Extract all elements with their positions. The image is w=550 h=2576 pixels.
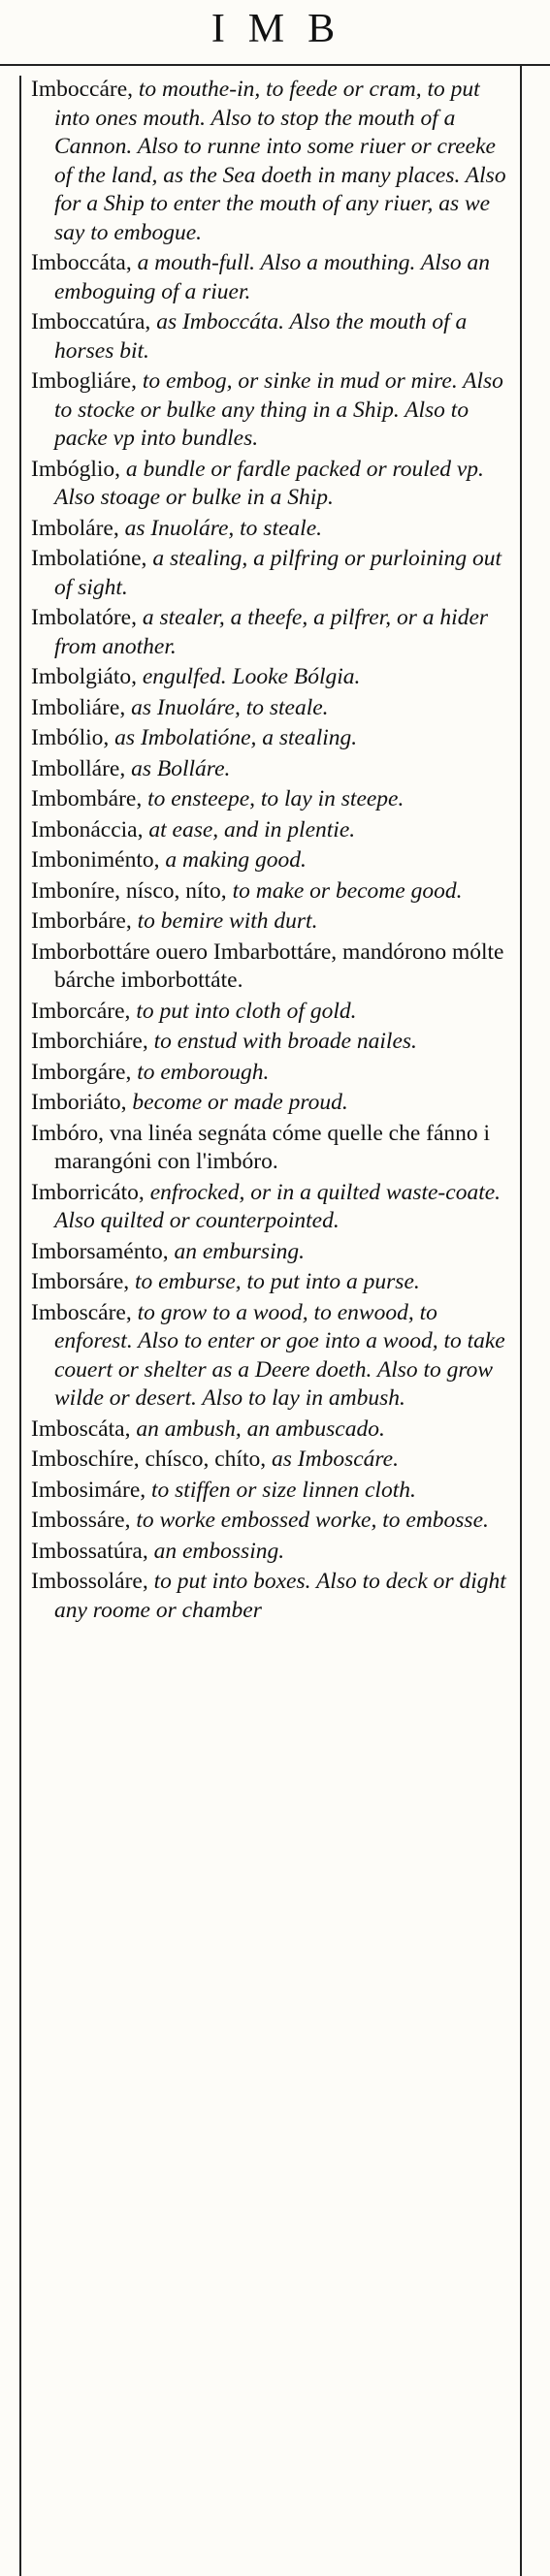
dictionary-entry <box>31 877 516 906</box>
dictionary-entry <box>31 1238 516 1267</box>
entry-definition: to mouthe-in, to feede or cram, to put into ones mouth. Also to stop the mouth of a Cannon. Also to runne into some riuer or creeke of the land, as the Sea doeth in many places. Also for a Ship to enter the mouth of any riuer, as we say to embogue. <box>54 77 506 245</box>
entry-headword: Imboscáre, <box>31 1299 132 1325</box>
entry-definition: become or made proud. <box>126 1090 348 1115</box>
entry-definition: as Imboscáre. <box>266 1447 399 1472</box>
entry-definition: an ambush, an ambuscado. <box>130 1415 385 1442</box>
entry-definition: as Imboccáta. Also the mouth of a horses bit. <box>54 309 468 364</box>
dictionary-entry <box>31 1089 516 1118</box>
page-header: IMB <box>210 7 359 51</box>
entry-definition: to put into boxes. Also to deck or dight any roome or chamber <box>54 1569 506 1623</box>
dictionary-entry <box>31 1446 516 1475</box>
entry-headword: Imboliáre, <box>31 694 126 720</box>
entry-definition: at ease, and in plentie. <box>143 816 356 843</box>
entry-headword: Imbossáre, <box>31 1508 131 1533</box>
entry-headword: Imbossatúra, <box>31 1538 148 1564</box>
dictionary-entry <box>31 308 516 366</box>
entry-headword: Imboschíre, chísco, chíto, <box>31 1447 267 1472</box>
entry-headword: Imboccáta, <box>31 250 132 275</box>
entry-definition: to make or become good. <box>226 877 463 904</box>
entry-definition: a stealer, a theefe, a pilfrer, or a hider from another. <box>54 605 489 659</box>
dictionary-entry <box>31 694 516 723</box>
entry-definition: as Inuoláre, to steale. <box>125 694 329 720</box>
entry-definition: to embog, or sinke in mud or mire. Also to stocke or bulke any thing in a Ship. Also to packe vp into bundles. <box>54 368 503 451</box>
dictionary-entry <box>31 456 516 513</box>
entry-headword: Imbóglio, <box>31 456 121 482</box>
entry-definition: to grow to a wood, to enwood, to enforest. Also to enter or goe into a wood, to take couert or shelter as a Deere doeth. Also to grow wilde or desert. Also to lay in ambush. <box>54 1299 505 1411</box>
dictionary-entry <box>31 1415 516 1445</box>
entry-headword: Imborsáre, <box>31 1269 130 1294</box>
entry-headword: Imbogliáre, <box>31 368 137 394</box>
dictionary-entry <box>31 998 516 1027</box>
dictionary-entry <box>31 545 516 602</box>
entry-definition: a stealing, a pilfring or purloining out of sight. <box>54 546 502 600</box>
dictionary-entry <box>31 816 516 845</box>
entry-headword: Imboniménto, <box>31 847 160 873</box>
entry-headword: Imbossoláre, <box>31 1569 148 1594</box>
entry-definition: an embursing. <box>168 1238 305 1264</box>
dictionary-entry <box>31 755 516 784</box>
entry-definition: as Inuoláre, to steale. <box>118 515 322 541</box>
entry-definition: to enstud with broade nailes. <box>147 1029 417 1054</box>
entry-definition: a mouth-full. Also a mouthing. Also an emboguing of a riuer. <box>54 250 491 304</box>
right-column-rule <box>520 66 522 2576</box>
dictionary-entry <box>31 515 516 544</box>
entry-headword: Imboriáto, <box>31 1090 127 1115</box>
entry-headword: Imboscáta, <box>31 1415 131 1442</box>
dictionary-entry <box>31 1059 516 1088</box>
entry-headword: Imbombáre, <box>31 786 143 811</box>
entry-headword: Imbolatióne, <box>31 546 147 571</box>
entry-definition: an embossing. <box>147 1538 285 1564</box>
entry-definition: to stiffen or size linnen cloth. <box>146 1477 416 1503</box>
entry-definition: to bemire with durt. <box>131 908 318 934</box>
dictionary-entry <box>31 663 516 692</box>
entry-definition: engulfed. Looke Bólgia. <box>137 664 361 689</box>
dictionary-entry <box>31 785 516 814</box>
entry-definition: to worke embossed worke, to embosse. <box>130 1508 489 1533</box>
dictionary-entry <box>31 367 516 454</box>
entry-definition: to ensteepe, to lay in steepe. <box>142 786 404 811</box>
entry-definition: as Imbolatióne, a stealing. <box>109 725 358 750</box>
dictionary-entry <box>31 938 516 996</box>
dictionary-entry <box>31 1477 516 1506</box>
entry-definition: to emburse, to put into a purse. <box>129 1269 420 1294</box>
dictionary-entry <box>31 76 516 247</box>
entry-headword: Imboccatúra, <box>31 309 151 334</box>
dictionary-entry <box>31 1507 516 1536</box>
dictionary-entry <box>31 907 516 937</box>
dictionary-entry <box>31 1179 516 1236</box>
entry-headword: Imborbottáre ouero Imbarbottáre, mandórono mólte bárche imborbottáte. <box>31 938 504 993</box>
dictionary-column <box>23 76 516 1627</box>
entry-headword: Imbonáccia, <box>31 816 144 843</box>
left-column-rule <box>19 76 21 2576</box>
entry-headword: Imboccáre, <box>31 77 134 102</box>
entry-definition: to emborough. <box>131 1059 270 1085</box>
entry-headword: Imborsaménto, <box>31 1238 169 1264</box>
entry-headword: Imborricáto, <box>31 1179 145 1205</box>
dictionary-entry <box>31 249 516 306</box>
dictionary-entry <box>31 1028 516 1057</box>
entry-headword: Imboláre, <box>31 515 119 541</box>
entry-headword: Imbóro, vna linéa segnáta cóme quelle che fánno i marangóni con l'imbóro. <box>31 1120 491 1174</box>
entry-definition: a making good. <box>159 847 307 873</box>
entry-definition: to put into cloth of gold. <box>130 998 357 1024</box>
entry-definition: enfrocked, or in a quilted waste-coate. Also quilted or counterpointed. <box>54 1179 501 1233</box>
header-rule <box>0 64 550 66</box>
dictionary-entry <box>31 604 516 661</box>
dictionary-entry <box>31 1299 516 1414</box>
entry-headword: Imbolgiáto, <box>31 664 137 689</box>
entry-headword: Imborgáre, <box>31 1059 132 1085</box>
entry-headword: Imbolláre, <box>31 755 126 781</box>
entry-headword: Imboníre, nísco, níto, <box>31 877 227 904</box>
dictionary-entry <box>31 846 516 875</box>
entry-headword: Imborbáre, <box>31 908 132 934</box>
entry-headword: Imbolatóre, <box>31 605 137 630</box>
dictionary-entry <box>31 1120 516 1177</box>
dictionary-entry <box>31 1568 516 1625</box>
entry-headword: Imbólio, <box>31 725 110 750</box>
entry-headword: Imbosimáre, <box>31 1477 146 1503</box>
dictionary-entry <box>31 724 516 753</box>
dictionary-entry <box>31 1538 516 1567</box>
entry-headword: Imborcáre, <box>31 998 131 1024</box>
entry-definition: as Bolláre. <box>125 755 231 781</box>
entry-headword: Imborchiáre, <box>31 1029 148 1054</box>
dictionary-entry <box>31 1268 516 1297</box>
entry-definition: a bundle or fardle packed or rouled vp. Also stoage or bulke in a Ship. <box>54 456 484 510</box>
